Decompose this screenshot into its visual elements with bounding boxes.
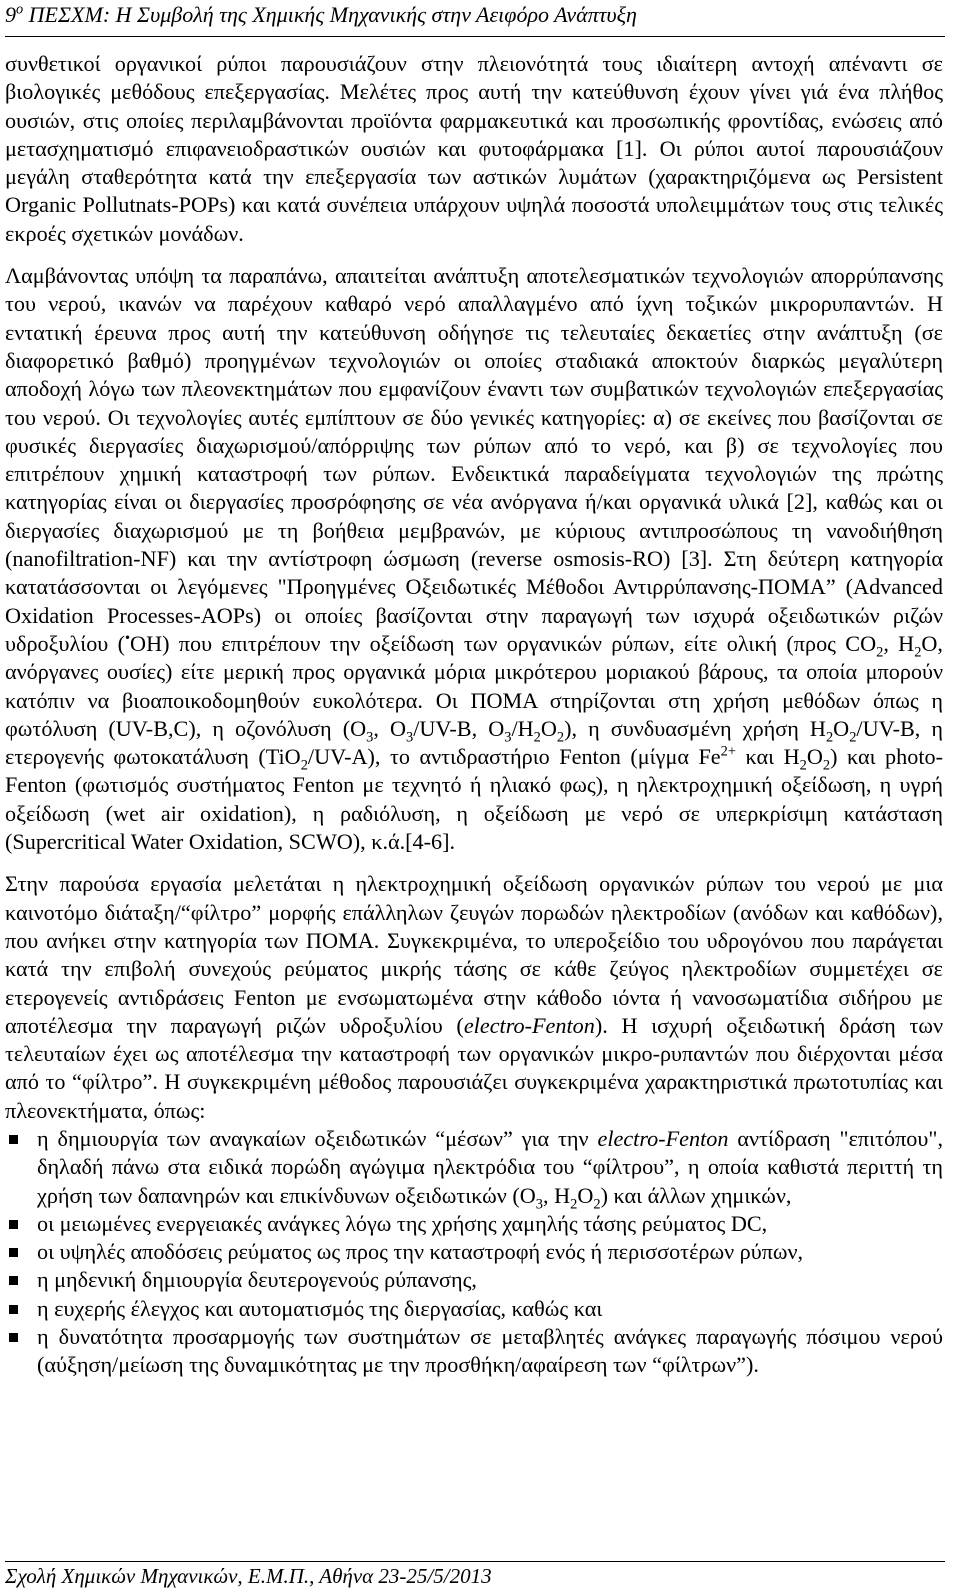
subscript: 2	[876, 644, 884, 661]
text-run: , O	[373, 715, 406, 741]
text-run: η δημιουργία των αναγκαίων οξειδωτικών “μέσων” για την	[37, 1125, 598, 1151]
text-run: Στην παρούσα εργασία μελετάται η ηλεκτροχημική οξείδωση οργανικών ρύπων του νερού με μια καινοτόμο διάταξη/“φίλτρο” μορφής επάλληλων ζευγών πορωδών ηλεκτροδίων (ανόδων και καθόδων), που ανήκει στην κατηγορία των ΠΟΜΑ. Συγκεκριμένα, το υπεροξείδιο του υδρογόνου που παράγεται κατά την επιβολή συνεχούς ρεύματος μικρής τάσης σε κάθε ζεύγος ηλεκτροδίων συμμετέχει σε ετερογενείς αντιδράσεις Fenton με ενσωματωμένα στην κάθοδο ιόντα ή νανοσωματίδια σιδήρου με αποτέλεσμα την παραγωγή ριζών υδροξυλίου (	[5, 871, 943, 1038]
paragraph-3	[5, 870, 943, 1125]
advantages-list	[5, 1125, 943, 1380]
text-run: O	[806, 744, 823, 770]
bullet-square-icon	[9, 1220, 18, 1229]
bullet-square-icon	[9, 1135, 18, 1144]
text-run: η μηδενική δημιουργία δευτερογενούς ρύπανσης,	[37, 1267, 477, 1293]
paragraph-2	[5, 262, 943, 856]
document-body	[5, 50, 943, 1380]
page-header	[5, 2, 945, 38]
text-run: /UV-B, O	[413, 715, 505, 741]
subscript: 3	[366, 729, 374, 746]
list-item	[5, 1125, 943, 1213]
text-run: οι μειωμένες ενεργειακές ανάγκες λόγω της χρήσης χαμηλής τάσης ρεύματος DC,	[37, 1210, 768, 1236]
subscript: 3	[406, 729, 414, 746]
text-run: O	[833, 715, 850, 741]
footer-divider	[5, 1561, 945, 1562]
text-run: , H	[883, 630, 915, 656]
subscript: 2	[556, 729, 565, 746]
list-item	[5, 1266, 943, 1294]
bullet-square-icon	[9, 1333, 18, 1342]
bullet-square-icon	[9, 1248, 18, 1257]
subscript: 2	[570, 1196, 578, 1213]
bullet-square-icon	[9, 1305, 18, 1314]
header-superscript: ο	[16, 1, 24, 18]
header-title: ΠΕΣΧΜ: Η Συμβολή της Χημικής Μηχανικής στην Αειφόρο Ανάπτυξη	[23, 2, 637, 27]
text-run: Λαμβάνοντας υπόψη τα παραπάνω, απαιτείται ανάπτυξη αποτελεσματικών τεχνολογιών απορρύπανσης του νερού, ικανών να παρέχουν καθαρό νερό απαλλαγμένο από ίχνη τοξικών μικρορυπαντών. Η εντατική έρευνα προς αυτή την κατεύθυνση οδήγησε τις τελευταίες δεκαετίες στην ανάπτυξη (σε διαφορετικό βαθμό) προηγμένων τεχνολογιών οι οποίες σταδιακά αποκτούν διαρκώς μεγαλύτερη αποδοχή λόγω των πλεονεκτημάτων που εμφανίζουν έναντι των συμβατικών τεχνολογιών επεξεργασίας του νερού. Οι τεχνολογίες αυτές εμπίπτουν σε δύο γενικές κατηγορίες: α) σε εκείνες που βασίζονται σε φυσικές διεργασίες διαχωρισμού/απόρριψης των ρύπων από το νερό, και β) σε τεχνολογίες που επιτρέπουν χημική καταστροφή των ρύπων. Ενδεικτικά παραδείγματα τεχνολογιών της πρώτης κατηγορίας είναι οι διεργασίες προσρόφησης σε νέα ανόργανα ή/και οργανικά υλικά [2], καθώς και οι διεργασίες διαχωρισμού με τη βοήθεια μεμβρανών, με κύριους αντιπροσώπους τη νανοδιήθηση (nanofiltration-NF) και την αντίστροφη ώσμωση (reverse osmosis-RO) [3]. Στη δεύτερη κατηγορία κατατάσσονται οι λεγόμενες "Προηγμένες Οξειδωτικές Μέθοδοι Αντιρρύπανσης-ΠΟΜΑ” (Advanced Oxidation Processes-AOPs) οι οποίες βασίζονται στην παραγωγή των ισχυρά οξειδωτικών ριζών υδροξυλίου (	[5, 263, 943, 656]
text-run: /UV-B, η ετερογενής φωτοκατάλυση (TiO	[5, 715, 943, 770]
header-number: 9	[5, 2, 16, 27]
text-run: O, ανόργανες ουσίες) είτε μερική προς οργανικά μόρια μικρότερου μοριακού βάρους, τα οποία μπορούν κατόπιν να βιοαποικοδομηθούν ευκολότερα. Οι ΠΟΜΑ στηρίζονται στη χρήση μεθόδων όπως η φωτόλυση (UV-B,C), η οζονόλυση (O	[5, 630, 943, 741]
list-item	[5, 1323, 943, 1380]
text-run: η ευχερής έλεγχος και αυτοματισμός της διεργασίας, καθώς και	[37, 1295, 603, 1321]
subscript: 2	[533, 729, 541, 746]
subscript: 2	[593, 1196, 601, 1213]
subscript: 2	[914, 644, 922, 661]
subscript: 2	[825, 729, 834, 746]
list-item	[5, 1238, 943, 1266]
text-run: O	[577, 1182, 594, 1208]
list-item	[5, 1295, 943, 1323]
paragraph-1: συνθετικοί οργανικοί ρύποι παρουσιάζουν στην πλειονότητά τους ιδιαίτερη αντοχή απέναντι σε βιολογικές μεθόδους επεξεργασίας. Μελέτες προς αυτή την κατεύθυνση έχουν γίνει γιά ένα πλήθος ουσιών, στις οποίες περιλαμβάνονται προϊόντα φαρμακευτικά και προσωπικής φροντίδας, ενώσεις από μετασχηματισμό επιφανειοδραστικών ουσιών και φυτοφάρμακα [1]. Οι ρύποι αυτοί παρουσιάζουν μεγάλη σταθερότητα κατά την επεξεργασία των αστικών λυμάτων (χαρακτηριζόμενα ως Persistent Organic Pollutnats-POPs) και κατά συνέπεια υπάρχουν υψηλά ποσοστά υπολειμμάτων τους στις τελικές εκροές σχετικών μονάδων.	[5, 51, 943, 246]
bullet-square-icon	[9, 1276, 18, 1285]
subscript: 2	[822, 757, 831, 774]
subscript: 3	[504, 729, 512, 746]
emphasis: electro-Fenton	[597, 1125, 729, 1151]
text-run: O	[540, 715, 557, 741]
subscript: 3	[535, 1196, 543, 1213]
text-run: αντίδραση "επιτόπου", δηλαδή πάνω στα ειδικά πορώδη αγώγιμα ηλεκτρόδια του “φίλτρου”, η οποία καθιστά περιττή τη χρήση των δαπανηρών και επικίνδυνων οξειδωτικών (O	[37, 1125, 943, 1208]
text-run: ), η συνδυασμένη χρήση H	[564, 715, 826, 741]
page-footer: Σχολή Χημικών Μηχανικών, Ε.Μ.Π., Αθήνα 23-25/5/2013	[5, 1564, 492, 1588]
subscript: 2	[849, 729, 857, 746]
list-item	[5, 1210, 943, 1238]
text-run: η δυνατότητα προσαρμογής των συστημάτων σε μεταβλητές ανάγκες παραγωγής πόσιμου νερού (αύξηση/μείωση της δυναμικότητας με την προσθήκη/αφαίρεση των “φίλτρων”).	[37, 1324, 943, 1378]
text-run: OH) που επιτρέπουν την οξείδωση των οργανικών ρύπων, είτε ολική (προς CO	[130, 630, 877, 656]
text-run: , H	[543, 1182, 571, 1208]
superscript: 2+	[720, 743, 737, 760]
emphasis: electro-Fenton	[463, 1012, 595, 1038]
text-run: ) και άλλων χημικών,	[600, 1182, 792, 1208]
text-run: οι υψηλές αποδόσεις ρεύματος ως προς την καταστροφή ενός ή περισσοτέρων ρύπων,	[37, 1239, 804, 1265]
subscript: 2	[300, 757, 308, 774]
text-run: /UV-A), το αντιδραστήριο Fenton (μίγμα Fe	[307, 744, 721, 770]
text-run: /H	[511, 715, 534, 741]
text-run: και H	[736, 744, 800, 770]
header-divider	[5, 36, 945, 37]
text-run: ) και photo-Fenton (φωτισμός συστήματος Fenton με τεχνητό ή ηλιακό φως), η ηλεκτροχημική οξείδωση, η υγρή οξείδωση (wet air oxidation), η ραδιόλυση, η οξείδωση με νερό σε υπερκρίσιμη κατάσταση (Supercritical Water Oxidation, SCWO), κ.ά.[4-6].	[5, 744, 943, 855]
text-run: ). Η ισχυρή οξειδωτική δράση των τελευταίων έχει ως αποτέλεσμα την καταστροφή των οργανικών μικρο-ρυπαντών που διέρχονται μέσα από το “φίλτρο”. Η συγκεκριμένη μέθοδος παρουσιάζει συγκεκριμένα χαρακτηριστικά πρωτοτυπίας και πλεονεκτήματα, όπως:	[5, 1012, 943, 1123]
radical-dot: •	[124, 630, 131, 647]
subscript: 2	[799, 757, 807, 774]
